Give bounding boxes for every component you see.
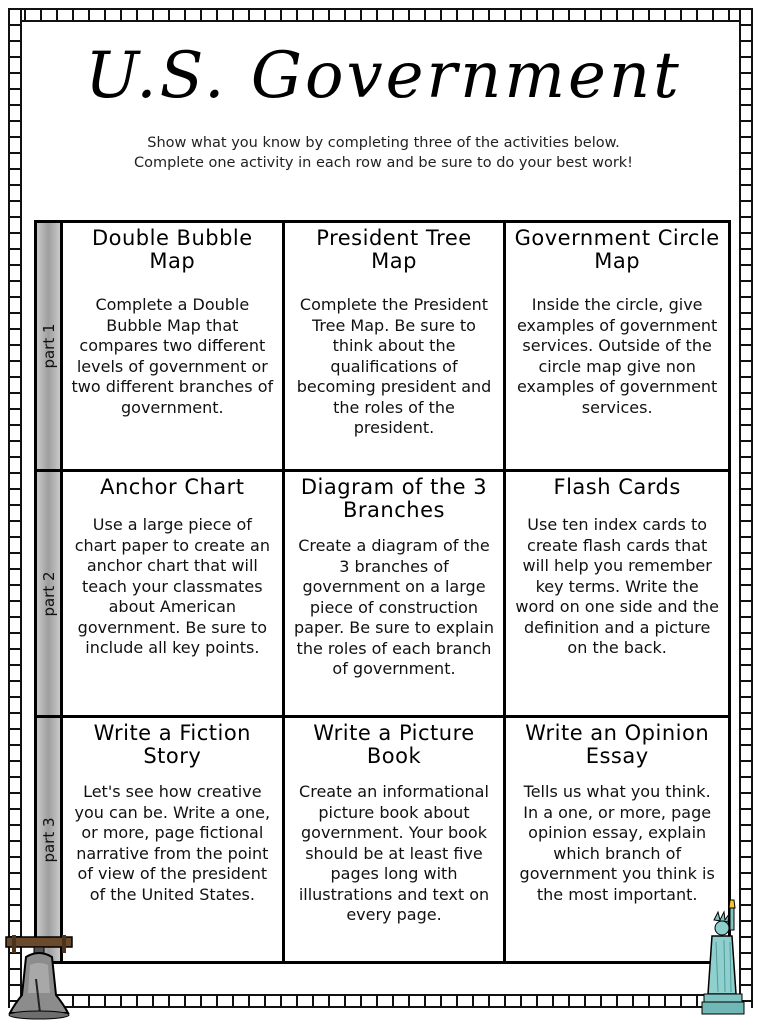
- activity-title: Write a Picture Book: [313, 721, 475, 768]
- activity-title: Write a Fiction Story: [93, 721, 251, 768]
- border-top: [8, 8, 753, 22]
- activity-title: Write an Opinion Essay: [525, 721, 710, 768]
- activity-text: Let's see how creative you can be. Write a one, or more, page fictional narrative from the point of view of the president of the United States.: [74, 782, 271, 904]
- activity-cell: [63, 718, 285, 961]
- activity-cell: [506, 718, 728, 961]
- border-right: [739, 8, 753, 1008]
- activity-title: Double Bubble Map: [91, 226, 253, 273]
- activity-choice-board: [34, 220, 731, 964]
- activity-title: President Tree Map: [316, 226, 472, 273]
- instructions-line: Complete one activity in each row and be sure to do your best work!: [133, 155, 633, 171]
- activity-text: Tells us what you think. In a one, or more, page opinion essay, explain which branch of government you think is the most important.: [519, 782, 715, 904]
- activity-title: Anchor Chart: [100, 475, 245, 499]
- activity-text: Use ten index cards to create flash cards that will help you remember key terms. Write the word on one side and the definition and a picture on the back.: [515, 515, 719, 657]
- border-left: [8, 8, 22, 1008]
- activity-text: Use a large piece of chart paper to create an anchor chart that will teach your classmates about American government. Be sure to include all key points.: [74, 515, 270, 657]
- activity-cell: [63, 223, 285, 472]
- activity-text: Complete the President Tree Map. Be sure to think about the qualifications of becoming president and the roles of the president.: [296, 295, 492, 437]
- activity-text: Complete a Double Bubble Map that compares two different levels of government or two different branches of government.: [71, 295, 274, 417]
- activity-title: Flash Cards: [553, 475, 681, 499]
- border-bottom: [8, 994, 753, 1008]
- row-label-part-1: part 1: [37, 223, 63, 472]
- activity-cell: [506, 472, 728, 718]
- row-label-part-2: part 2: [37, 472, 63, 718]
- instructions-line: Show what you know by completing three of the activities below.: [147, 135, 620, 151]
- activity-text: Create an informational picture book about government. Your book should be at least five pages long with illustrations and text on every page.: [298, 782, 490, 924]
- activity-text: Create a diagram of the 3 branches of government on a large piece of construction paper. Be sure to explain the roles of each branch of government.: [294, 536, 494, 678]
- activity-cell: [285, 472, 507, 718]
- activity-cell: [285, 718, 507, 961]
- liberty-bell-icon: [2, 935, 76, 1021]
- activity-cell: [63, 472, 285, 718]
- activity-text: Inside the circle, give examples of government services. Outside of the circle map give non examples of government services.: [516, 295, 718, 417]
- instructions: [60, 133, 707, 173]
- page-title: U.S. Government: [85, 39, 682, 113]
- activity-cell: [285, 223, 507, 472]
- row-label-part-3: part 3: [37, 718, 63, 961]
- activity-title: Diagram of the 3 Branches: [300, 475, 488, 522]
- activity-title: Government Circle Map: [514, 226, 720, 273]
- activity-cell: [506, 223, 728, 472]
- statue-of-liberty-icon: [700, 898, 750, 1016]
